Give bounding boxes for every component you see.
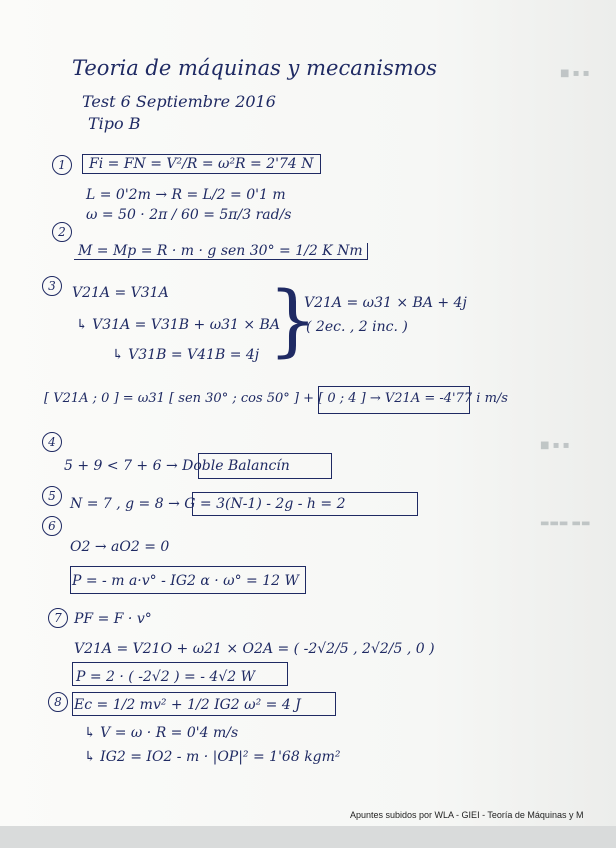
equation-line: Ec = 1/2 mv² + 1/2 IG2 ω² = 4 J xyxy=(74,697,301,713)
equation-line: ω = 50 · 2π / 60 = 5π/3 rad/s xyxy=(86,207,292,223)
answer-box xyxy=(318,386,470,414)
equation-line: N = 7 , g = 8 → G = 3(N-1) - 2g - h = 2 xyxy=(70,496,346,512)
equation-line: P = 2 · ( -2√2 ) = - 4√2 W xyxy=(76,669,255,685)
answer-box xyxy=(198,453,332,479)
answer-box xyxy=(192,492,418,516)
equation-line: L = 0'2m → R = L/2 = 0'1 m xyxy=(86,187,286,203)
bleed-through-mark: ■ ▪ ▪ xyxy=(560,68,590,79)
item-number: 2 xyxy=(52,222,72,242)
equation-line: ( 2ec. , 2 inc. ) xyxy=(306,319,408,335)
page-bottom-strip xyxy=(0,826,616,848)
item-number: 4 xyxy=(42,432,62,452)
equation-line: ↳ V = ω · R = 0'4 m/s xyxy=(84,725,239,741)
answer-box: M = Mp = R · m · g sen 30° = 1/2 K Nm xyxy=(74,243,368,260)
answer-box xyxy=(70,566,306,594)
matrix-equation: [ V21A ; 0 ] = ω31 [ sen 30° ; cos 50° ] + [ 0 ; 4 ] → V21A = -4'77 i m/s xyxy=(44,391,508,406)
item-number: 3 xyxy=(42,276,62,296)
equation-line: P = - m a·v° - IG2 α · ω° = 12 W xyxy=(72,573,299,589)
equation-line: V21A = V31A xyxy=(72,285,169,301)
document-subtitle: Test 6 Septiembre 2016 xyxy=(82,92,276,111)
equation-line: 5 + 9 < 7 + 6 → Doble Balancín xyxy=(64,458,290,474)
answer-box xyxy=(72,692,336,716)
curly-brace: } xyxy=(268,276,318,366)
equation-line: ↳ V31B = V41B = 4j xyxy=(112,347,260,363)
equation-line: O2 → aO2 = 0 xyxy=(70,539,170,555)
document-type: Tipo B xyxy=(88,114,141,133)
item-number: 1 xyxy=(52,155,72,175)
bleed-through-mark: ■ ▪ ▪ xyxy=(540,440,570,451)
equation-line: V21A = V21O + ω21 × O2A = ( -2√2/5 , 2√2/5 , 0 ) xyxy=(74,641,435,657)
bleed-through-mark: ▬▬▬ ▬▬ xyxy=(540,518,591,529)
footer-attribution: Apuntes subidos por WLA - GIEI - Teoría de Máquinas y M xyxy=(350,810,584,820)
item-number: 5 xyxy=(42,486,62,506)
equation-line: ↳ V31A = V31B + ω31 × BA xyxy=(76,317,280,333)
document-title: Teoria de máquinas y mecanismos xyxy=(72,56,438,80)
equation-line: V21A = ω31 × BA + 4j xyxy=(304,295,467,311)
equation-line: PF = F · v° xyxy=(74,611,152,627)
item-number: 8 xyxy=(48,692,68,712)
equation-line: ↳ IG2 = IO2 - m · |OP|² = 1'68 kgm² xyxy=(84,749,341,765)
item-number: 7 xyxy=(48,608,68,628)
answer-box: Fi = FN = V²/R = ω²R = 2'74 N xyxy=(82,154,321,174)
answer-box xyxy=(72,662,288,686)
item-number: 6 xyxy=(42,516,62,536)
